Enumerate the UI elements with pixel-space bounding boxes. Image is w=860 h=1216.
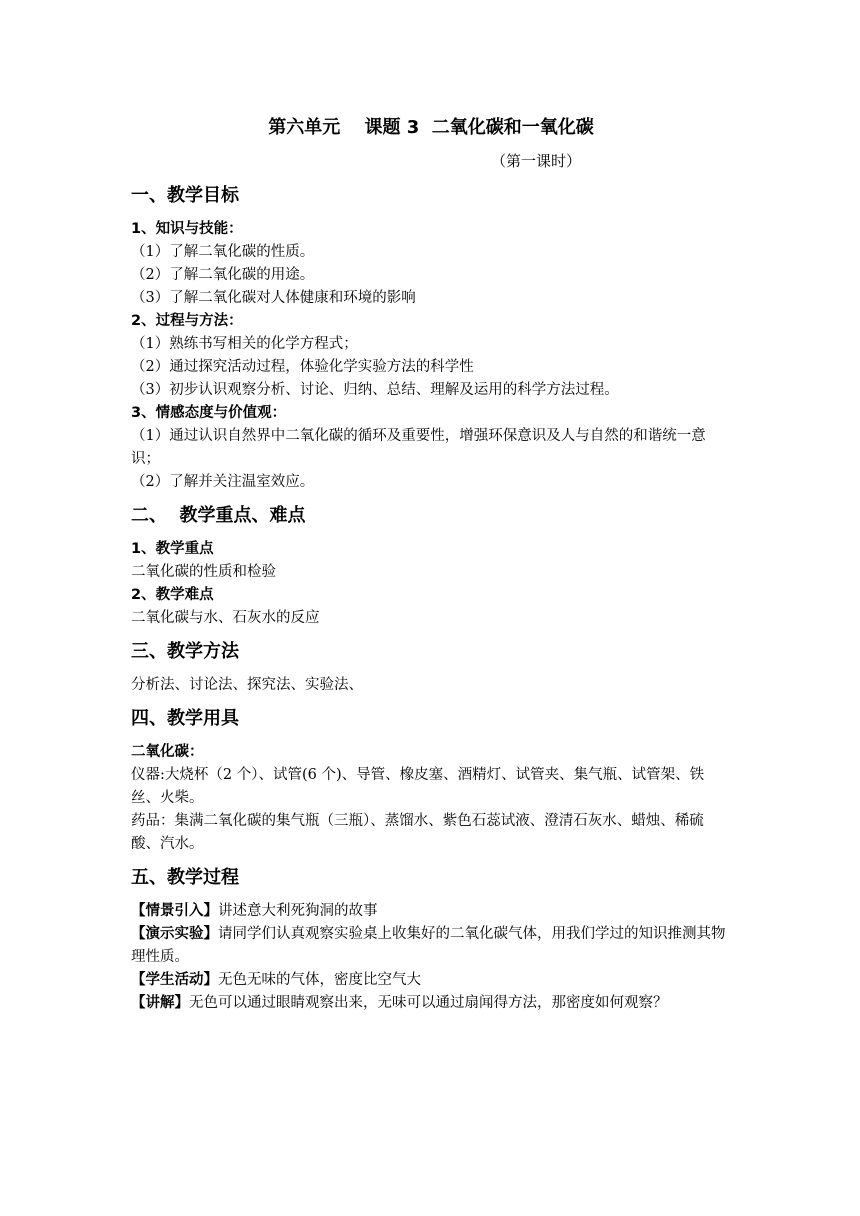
methods-text: 分析法、讨论法、探究法、实验法、 xyxy=(131,677,363,693)
list-item: （2）了解二氧化碳的用途。 xyxy=(131,267,315,283)
process-entry xyxy=(131,923,731,969)
process-entry-tag: 【学生活动】 xyxy=(131,972,218,988)
process-entry xyxy=(131,992,731,1015)
process-entry-text: 无色可以通过眼睛观察出来，无味可以通过扇闻得方法，那密度如何观察？ xyxy=(189,995,668,1011)
instruments-text: 仪器:大烧杯（2 个）、试管(6 个)、导管、橡皮塞、酒精灯、试管夹、集气瓶、试管架、铁丝、火柴。 xyxy=(131,767,705,806)
process-entry-text: 无色无味的气体，密度比空气大 xyxy=(218,972,421,988)
process-entry-tag: 【讲解】 xyxy=(131,995,189,1011)
difficulty-text: 二氧化碳与水、石灰水的反应 xyxy=(131,610,320,626)
list-item: （3）了解二氧化碳对人体健康和环境的影响 xyxy=(131,290,416,306)
subheading-focus: 1、教学重点 xyxy=(131,541,214,557)
document-title: 第六单元 课题 3 二氧化碳和一氧化碳 xyxy=(268,117,594,138)
subheading-knowledge: 1、知识与技能： xyxy=(131,221,243,237)
reagents-text: 药品：集满二氧化碳的集气瓶（三瓶）、蒸馏水、紫色石蕊试液、澄清石灰水、蜡烛、稀硫酸、汽水。 xyxy=(131,813,704,852)
process-entry-tag: 【情景引入】 xyxy=(131,903,218,919)
subheading-emotion: 3、情感态度与价值观： xyxy=(131,405,287,421)
section-heading-goals: 一、教学目标 xyxy=(131,185,239,206)
document-page xyxy=(131,0,731,1216)
list-item: （1）通过认识自然界中二氧化碳的循环及重要性，增强环保意识及人与自然的和谐统一意识； xyxy=(131,428,706,467)
process-entry-text: 请同学们认真观察实验桌上收集好的二氧化碳气体，用我们学过的知识推测其物理性质。 xyxy=(131,926,726,965)
list-item: （3）初步认识观察分析、讨论、归纳、总结、理解及运用的科学方法过程。 xyxy=(131,382,619,398)
section-heading-key-points: 二、 教学重点、难点 xyxy=(131,505,306,526)
document-body xyxy=(131,182,731,1015)
process-entry xyxy=(131,900,731,923)
list-item: （2）了解并关注温室效应。 xyxy=(131,474,315,490)
list-item: （1）熟练书写相关的化学方程式； xyxy=(131,336,358,352)
document-subtitle: （第一课时） xyxy=(491,152,582,170)
section-heading-methods: 三、教学方法 xyxy=(131,641,239,662)
subheading-co2: 二氧化碳： xyxy=(131,744,204,760)
list-item: （2）通过探究活动过程，体验化学实验方法的科学性 xyxy=(131,359,474,375)
process-entry-text: 讲述意大利死狗洞的故事 xyxy=(218,903,378,919)
subheading-difficulty: 2、教学难点 xyxy=(131,587,214,603)
section-heading-tools: 四、教学用具 xyxy=(131,708,239,729)
focus-text: 二氧化碳的性质和检验 xyxy=(131,564,276,580)
list-item: （1）了解二氧化碳的性质。 xyxy=(131,244,315,260)
process-entry xyxy=(131,969,731,992)
subheading-process-method: 2、过程与方法： xyxy=(131,313,243,329)
process-entry-tag: 【演示实验】 xyxy=(131,926,218,942)
section-heading-process: 五、教学过程 xyxy=(131,867,239,888)
